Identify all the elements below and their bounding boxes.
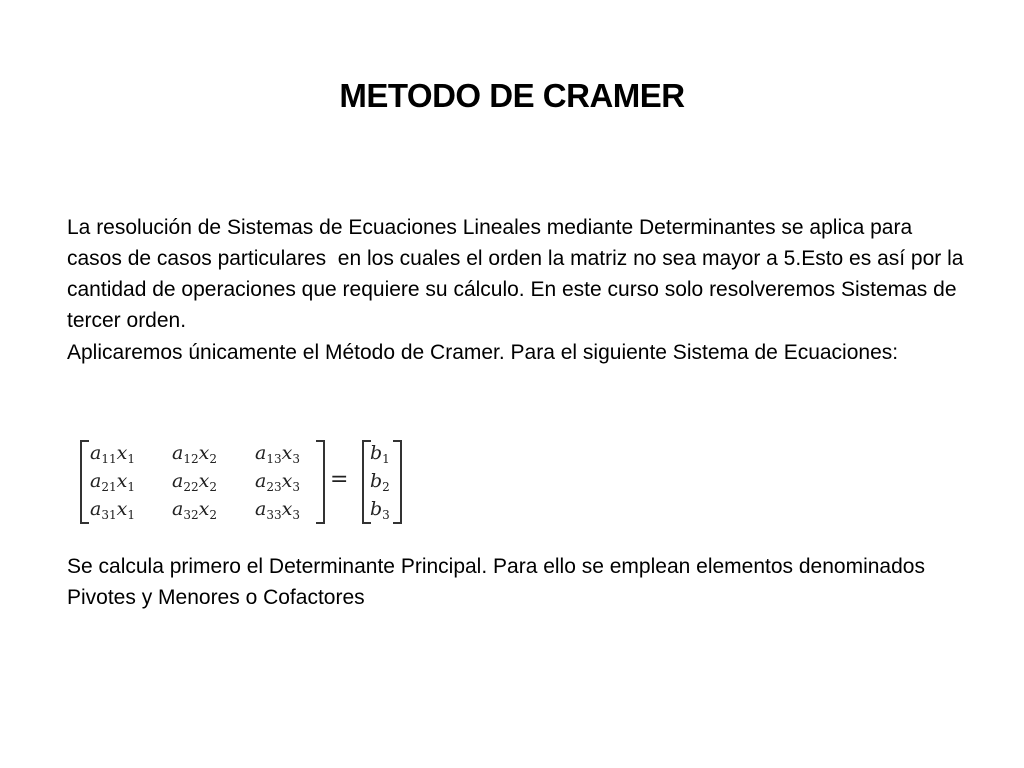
matrix-term (255, 441, 300, 465)
var-subscript: 2 (209, 452, 217, 466)
var-subscript: 3 (292, 452, 300, 466)
conclusion-paragraph: Se calcula primero el Determinante Principal. Para ello se emplean elementos denominados Pivotes y Menores o Cofactores (67, 555, 931, 609)
matrix-term (255, 469, 300, 493)
coef-subscript: 12 (183, 452, 199, 466)
var-symbol: x (116, 470, 128, 492)
coef-subscript: 31 (101, 508, 117, 522)
var-subscript: 2 (209, 508, 217, 522)
coef-subscript: 23 (266, 480, 282, 494)
coef-symbol: a (172, 470, 184, 492)
var-subscript: 3 (292, 508, 300, 522)
var-symbol: x (116, 442, 128, 464)
var-subscript: 2 (209, 480, 217, 494)
coef-subscript: 33 (266, 508, 282, 522)
rhs-symbol: b (370, 470, 383, 492)
rhs-bracket-close (393, 440, 402, 524)
var-symbol: x (198, 442, 210, 464)
matrix-term (90, 441, 135, 465)
var-symbol: x (198, 498, 210, 520)
rhs-symbol: b (370, 442, 383, 464)
matrix-equation (80, 438, 404, 524)
var-subscript: 1 (127, 480, 135, 494)
var-symbol: x (281, 442, 293, 464)
matrix-term (90, 469, 135, 493)
coef-symbol: a (255, 470, 267, 492)
var-subscript: 1 (127, 452, 135, 466)
var-subscript: 1 (127, 508, 135, 522)
rhs-symbol: b (370, 498, 383, 520)
coef-symbol: a (172, 442, 184, 464)
coef-symbol: a (255, 498, 267, 520)
var-symbol: x (281, 498, 293, 520)
var-subscript: 3 (292, 480, 300, 494)
matrix-left-bracket-open (80, 440, 89, 524)
var-symbol: x (116, 498, 128, 520)
coef-symbol: a (172, 498, 184, 520)
matrix-term (172, 497, 217, 521)
rhs-term (370, 441, 390, 465)
matrix-term (172, 469, 217, 493)
coef-subscript: 21 (101, 480, 117, 494)
rhs-subscript: 2 (382, 480, 390, 494)
var-symbol: x (281, 470, 293, 492)
slide-title: METODO DE CRAMER (339, 77, 685, 114)
coef-symbol: a (90, 442, 102, 464)
coef-symbol: a (90, 498, 102, 520)
intro-paragraph: La resolución de Sistemas de Ecuaciones Lineales mediante Determinantes se aplica para casos de casos particulares en los cuales el orden la matriz no sea mayor a 5.Esto es así por la cantidad de operaciones que requiere su cálculo. En este curso solo resolveremos Sistemas de tercer orden. (67, 216, 970, 332)
coef-symbol: a (90, 470, 102, 492)
equals-sign: = (330, 467, 349, 492)
method-paragraph: Aplicaremos únicamente el Método de Cramer. Para el siguiente Sistema de Ecuaciones: (67, 341, 899, 364)
var-symbol: x (198, 470, 210, 492)
coef-symbol: a (255, 442, 267, 464)
matrix-left-bracket-close (316, 440, 325, 524)
rhs-subscript: 1 (382, 452, 390, 466)
coef-subscript: 22 (183, 480, 199, 494)
rhs-term (370, 497, 390, 521)
coef-subscript: 32 (183, 508, 199, 522)
coef-subscript: 11 (101, 452, 117, 466)
rhs-subscript: 3 (382, 508, 390, 522)
matrix-term (90, 497, 135, 521)
coef-subscript: 13 (266, 452, 282, 466)
matrix-term (172, 441, 217, 465)
rhs-term (370, 469, 390, 493)
matrix-term (255, 497, 300, 521)
